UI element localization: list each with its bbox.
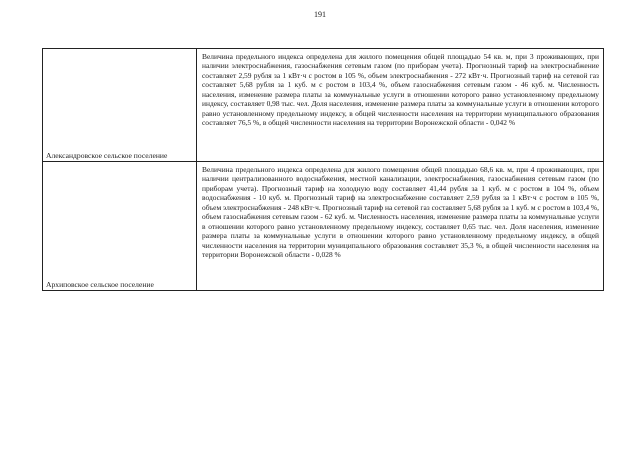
table-row xyxy=(43,49,603,162)
settlements-table xyxy=(42,48,604,291)
settlement-name-cell xyxy=(43,49,197,161)
page-number: 191 xyxy=(314,10,326,19)
index-description-cell: Величина предельного индекса определена для жилого помещения общей площадью 54 кв. м, при 3 проживающих, при наличии электроснабжения, газоснабжения сетевым газом (по приборам учета). Прогнозный тариф на электроснабжение составляет 2,59 рубля за 1 кВт·ч с ростом в 105 %, объем электроснабжения - 272 кВт·ч. Прогнозный тариф на сетевой газ составляет 5,68 рубля за 1 куб. м с ростом в 103,4 %, объем газоснабжения сетевым газом - 46 куб. м. Численность населения, изменение размера платы за коммунальные услуги в отношении которого равно установленному предельному индексу, составляет 0,98 тыс. чел. Доля населения, изменение размера платы за коммунальные услуги в отношении которого равно установленному предельному индексу, в общей численности населения на территории муниципального образования составляет 76,5 %, в общей численности населения на территории Воронежской области - 0,042 % xyxy=(202,52,599,128)
table-row xyxy=(43,162,603,290)
settlement-name-cell xyxy=(43,162,197,290)
settlement-name: Архиповское сельское поселение xyxy=(46,280,154,289)
index-description-cell: Величина предельного индекса определена для жилого помещения общей площадью 68,6 кв. м, при 4 проживающих, при наличии централизованного водоснабжения, местной канализации, электроснабжения, газоснабжения сетевым газом (по приборам учета). Прогнозный тариф на холодную воду составляет 41,44 рубля за 1 куб. м с ростом в 104 %, объем водоснабжения - 10 куб. м. Прогнозный тариф на электроснабжение составляет 2,59 рубля за 1 кВт·ч с ростом в 105 %, объем электроснабжения - 248 кВт·ч. Прогнозный тариф на сетевой газ составляет 5,68 рубля за 1 куб. м с ростом в 103,4 %, объем газоснабжения сетевым газом - 62 куб. м. Численность населения, изменение размера платы за коммунальные услуги в отношении которого равно установленному предельному индексу, составляет 0,65 тыс. чел. Доля населения, изменение размера платы за коммунальные услуги в отношении которого равно установленному предельному индексу, в общей численности населения на территории муниципального образования составляет 35,3 %, в общей численности населения на территории Воронежской области - 0,028 % xyxy=(202,165,599,260)
settlement-name: Александровское сельское поселение xyxy=(46,151,168,160)
